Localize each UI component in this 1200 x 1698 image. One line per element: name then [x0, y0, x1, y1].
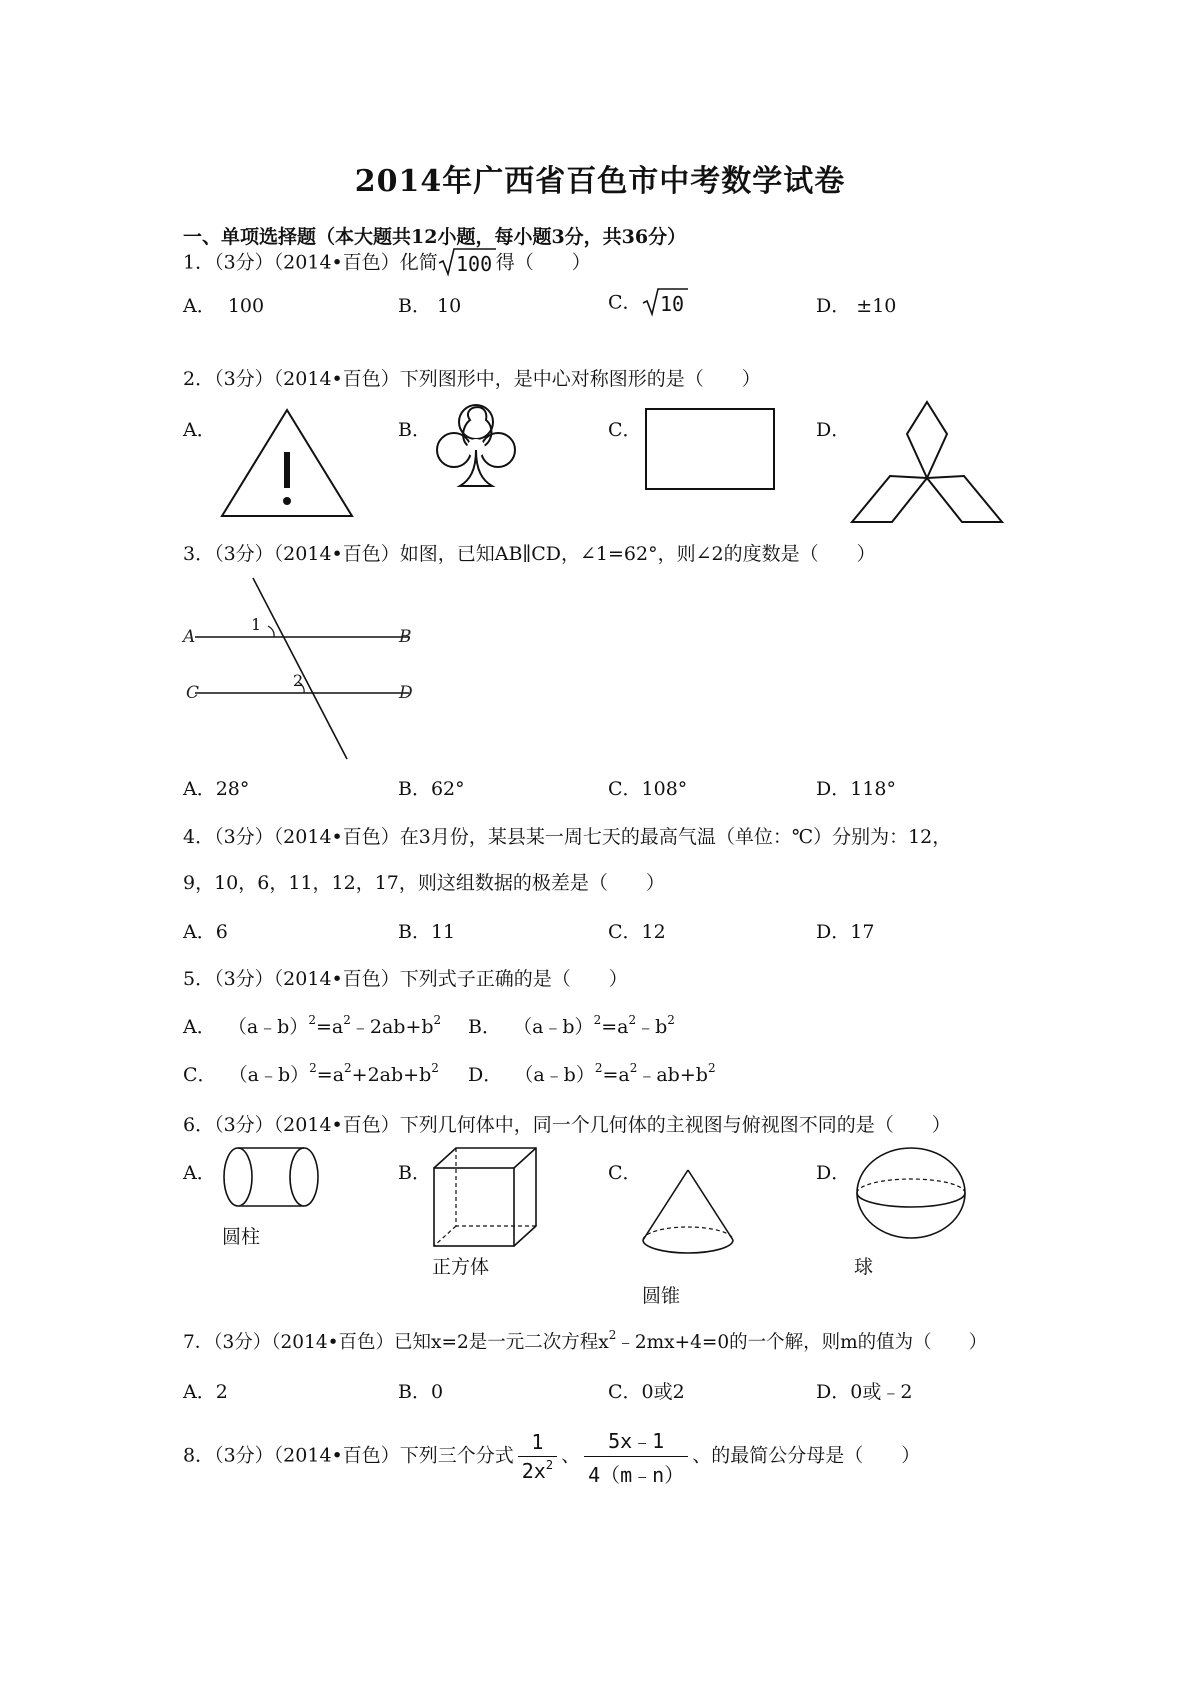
- fraction-1: [518, 1430, 557, 1483]
- cube-caption: 正方体: [432, 1256, 490, 1278]
- question-7-prefix: 7．（3分）（2014•百色）已知x=2是一元二次方程x: [183, 1332, 609, 1353]
- q6-option-d-label[interactable]: D．: [816, 1162, 851, 1184]
- q6-option-b-label[interactable]: B．: [398, 1162, 431, 1184]
- q7-option-c[interactable]: C．0或2: [608, 1381, 685, 1403]
- fraction-2: [584, 1425, 688, 1488]
- q5-b-exp-2: 2: [628, 1013, 637, 1027]
- sqrt-10-radicand: 10: [659, 292, 684, 316]
- question-8-suffix: 、的最简公分母是（ ）: [692, 1444, 921, 1467]
- cylinder-icon: [222, 1146, 320, 1208]
- sqrt-100: [438, 246, 496, 281]
- q1-option-a-value: 100: [227, 295, 265, 317]
- q5-b-lhs: （a﹣b）: [513, 1016, 594, 1038]
- fraction-2-denominator: 4（m﹣n）: [588, 1463, 685, 1487]
- q3-option-d[interactable]: D．118°: [816, 778, 896, 800]
- q1-option-c-label: C．: [608, 291, 642, 314]
- cone-icon: [640, 1168, 736, 1256]
- sqrt-10: [642, 286, 688, 321]
- question-7-exp: 2: [608, 1328, 617, 1342]
- page-title: 2014年广西省百色市中考数学试卷: [354, 164, 846, 199]
- q2-option-b-label[interactable]: B．: [398, 419, 431, 441]
- q5-c-exp-2: 2: [344, 1061, 352, 1075]
- q6-option-c-label[interactable]: C．: [608, 1162, 642, 1184]
- fraction-1-exp: 2: [545, 1458, 554, 1472]
- q5-c-exp-3: 2: [431, 1061, 439, 1075]
- q5-option-b-label: B．: [468, 1016, 501, 1038]
- question-1-prefix: 1．（3分）（2014•百色）化简: [183, 251, 438, 274]
- q5-option-c-label: C．: [183, 1064, 217, 1086]
- q5-a-rhs2: ﹣2ab+b: [350, 1016, 434, 1038]
- parallel-lines-figure: [183, 578, 423, 763]
- cylinder-caption: 圆柱: [222, 1226, 261, 1248]
- question-1-suffix: 得（ ）: [495, 251, 591, 274]
- three-rhombus-icon: [850, 400, 1004, 526]
- sqrt-100-radicand: 100: [455, 252, 492, 276]
- q7-option-a[interactable]: A．2: [183, 1381, 228, 1403]
- angle-2-label: 2: [293, 671, 304, 690]
- q5-c-rhs1: =a: [316, 1064, 345, 1086]
- q5-a-lhs: （a﹣b）: [227, 1016, 309, 1038]
- q5-c-exp-1: 2: [309, 1061, 317, 1075]
- q5-option-a-label: A．: [183, 1016, 216, 1038]
- question-5: 5．（3分）（2014•百色）下列式子正确的是（ ）: [183, 968, 628, 990]
- angle-1-label: 1: [251, 615, 262, 634]
- fraction-2-numerator: 5x﹣1: [584, 1425, 688, 1457]
- q5-d-exp-3: 2: [707, 1061, 716, 1075]
- q5-b-rhs2: ﹣b: [636, 1016, 668, 1038]
- cube-icon: [432, 1146, 538, 1248]
- question-8: [183, 1425, 920, 1488]
- q5-a-exp-3: 2: [433, 1013, 442, 1027]
- question-4-line-2: 9，10，6，11，12，17，则这组数据的极差是（ ）: [183, 872, 665, 894]
- q1-option-a-label: A．: [183, 295, 216, 317]
- q2-option-d-label[interactable]: D．: [816, 419, 851, 441]
- q4-option-d[interactable]: D．17: [816, 921, 875, 943]
- fraction-separator: 、: [561, 1444, 581, 1467]
- club-icon: [430, 400, 522, 492]
- q1-option-d-value: ±10: [856, 295, 897, 317]
- q3-option-c[interactable]: C．108°: [608, 778, 688, 800]
- fraction-1-denominator-base: 2x: [521, 1459, 546, 1483]
- sphere-icon: [855, 1146, 967, 1240]
- question-7: [183, 1328, 987, 1354]
- q5-b-exp-1: 2: [593, 1013, 602, 1027]
- q1-option-d[interactable]: [816, 291, 896, 318]
- q5-c-lhs: （a﹣b）: [228, 1064, 310, 1086]
- q3-option-a[interactable]: A．28°: [183, 778, 250, 800]
- q1-option-d-label: D．: [816, 295, 851, 317]
- question-8-prefix: 8．（3分）（2014•百色）下列三个分式: [183, 1444, 514, 1467]
- figure-label-a: A: [183, 627, 196, 647]
- rectangle-icon: [645, 408, 775, 490]
- q5-option-b[interactable]: [468, 1012, 675, 1039]
- question-4-line-1: 4．（3分）（2014•百色）在3月份，某县某一周七天的最高气温（单位：℃）分别为：12，: [183, 826, 952, 848]
- q5-d-rhs2: ﹣ab+b: [637, 1064, 708, 1086]
- question-7-suffix: ﹣2mx+4=0的一个解，则m的值为（ ）: [616, 1332, 988, 1353]
- section-heading: 一、单项选择题（本大题共12小题，每小题3分，共36分）: [183, 226, 687, 248]
- q5-b-rhs1: =a: [601, 1016, 629, 1038]
- question-1: [183, 246, 591, 281]
- q3-option-b[interactable]: B．62°: [398, 778, 465, 800]
- q1-option-a[interactable]: [183, 291, 264, 318]
- question-2: 2．（3分）（2014•百色）下列图形中，是中心对称图形的是（ ）: [183, 368, 761, 390]
- q5-option-d-label: D．: [468, 1064, 503, 1086]
- fraction-1-numerator: 1: [518, 1430, 557, 1457]
- q1-option-c[interactable]: [608, 286, 688, 321]
- q2-option-a-label[interactable]: A．: [183, 419, 216, 441]
- cone-caption: 圆锥: [642, 1285, 681, 1307]
- q5-b-exp-3: 2: [667, 1013, 675, 1027]
- question-6: 6．（3分）（2014•百色）下列几何体中，同一个几何体的主视图与俯视图不同的是（ ）: [183, 1114, 951, 1136]
- q5-a-exp-2: 2: [343, 1013, 351, 1027]
- q5-option-d[interactable]: [468, 1060, 716, 1087]
- q7-option-d[interactable]: D．0或﹣2: [816, 1381, 913, 1403]
- q2-option-c-label[interactable]: C．: [608, 419, 642, 441]
- figure-label-b: B: [399, 627, 412, 647]
- q5-d-lhs: （a﹣b）: [514, 1064, 595, 1086]
- fraction-1-denominator: [518, 1457, 557, 1483]
- q5-d-exp-1: 2: [594, 1061, 603, 1075]
- q5-c-rhs2: +2ab+b: [351, 1064, 432, 1086]
- q1-option-b-label: B．: [398, 295, 431, 317]
- q7-option-b[interactable]: B．0: [398, 1381, 444, 1403]
- q1-option-b-value: 10: [437, 295, 462, 317]
- triangle-warning-icon: [220, 408, 355, 520]
- sphere-caption: 球: [854, 1256, 874, 1278]
- figure-label-c: C: [186, 683, 200, 703]
- q5-a-rhs1: =a: [315, 1016, 344, 1038]
- q4-option-a[interactable]: A．6: [183, 921, 228, 943]
- q4-option-c[interactable]: C．12: [608, 921, 666, 943]
- q6-option-a-label[interactable]: A．: [183, 1162, 216, 1184]
- q5-d-rhs1: =a: [602, 1064, 630, 1086]
- q1-option-b[interactable]: [398, 291, 461, 318]
- figure-label-d: D: [399, 683, 413, 703]
- q5-a-exp-1: 2: [308, 1013, 316, 1027]
- q5-d-exp-2: 2: [629, 1061, 638, 1075]
- q4-option-b[interactable]: B．11: [398, 921, 456, 943]
- q5-option-a[interactable]: [183, 1012, 441, 1039]
- q5-option-c[interactable]: [183, 1060, 439, 1087]
- question-3: 3．（3分）（2014•百色）如图，已知AB∥CD，∠1=62°，则∠2的度数是（ ）: [183, 543, 876, 565]
